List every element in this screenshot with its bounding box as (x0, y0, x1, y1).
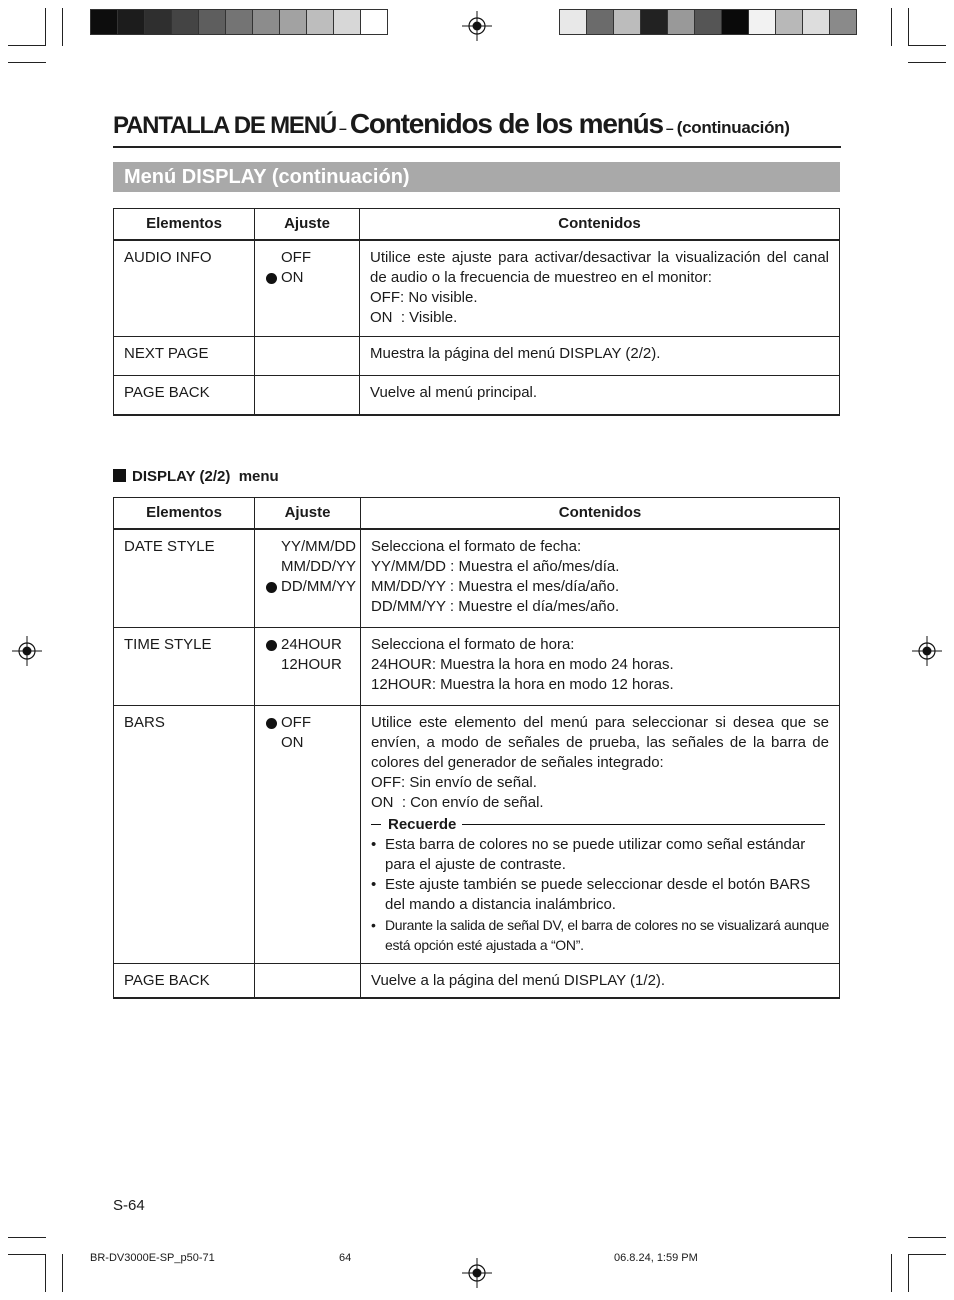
item-description: Vuelve al menú principal. (360, 376, 840, 415)
description-line: 24HOUR: Muestra la hora en modo 24 horas. (371, 655, 674, 673)
crop-mark (891, 8, 892, 46)
item-name: PAGE BACK (114, 376, 255, 415)
footer-filename: BR-DV3000E-SP_p50-71 (90, 1252, 215, 1264)
crop-mark (908, 1254, 946, 1255)
crop-mark (8, 1237, 46, 1238)
footer-page: 64 (339, 1252, 352, 1264)
title-separator: – (339, 120, 347, 136)
setting-options (255, 705, 361, 963)
option-value-default: DD/MM/YY (265, 577, 356, 597)
title-separator: – (665, 120, 674, 136)
crop-mark (62, 8, 63, 46)
setting-options (255, 240, 360, 337)
table-row (114, 529, 840, 627)
option-value-default: ON (265, 268, 355, 288)
registration-mark-icon (462, 11, 492, 41)
description-line: Utilice este elemento del menú para seleccionar si desea que se envíen, a modo de señales de prueba, las señales de la barra de colores del generador de señales integrado: (371, 713, 829, 771)
crop-mark (908, 8, 909, 46)
item-name: NEXT PAGE (114, 337, 255, 376)
item-name: TIME STYLE (114, 627, 255, 705)
note-bullet: • Esta barra de colores no se puede utilizar como señal estándar para el ajuste de contraste. (371, 835, 829, 875)
crop-mark (908, 1254, 909, 1292)
title-part-3: (continuación) (676, 118, 790, 137)
crop-mark (45, 1254, 46, 1292)
column-header: Ajuste (255, 209, 360, 241)
description-line: MM/DD/YY : Muestra el mes/día/año. (371, 578, 620, 595)
registration-mark-icon (12, 636, 42, 666)
description-line: ON : Con envío de señal. (371, 793, 544, 811)
gray-scale-strip-right (559, 9, 857, 35)
table-row (114, 963, 840, 998)
column-header: Elementos (114, 209, 255, 241)
item-name: BARS (114, 705, 255, 963)
description-line: DD/MM/YY : Muestre el día/mes/año. (371, 598, 620, 615)
menu-table-2 (113, 497, 840, 999)
option-value: ON (281, 733, 304, 751)
item-name: AUDIO INFO (114, 240, 255, 337)
description-line: YY/MM/DD : Muestra el año/mes/día. (371, 558, 620, 575)
item-name: DATE STYLE (114, 529, 255, 627)
note-title: Recuerde (388, 815, 457, 833)
section-heading (113, 468, 279, 485)
description-line: Selecciona el formato de fecha: (371, 538, 582, 555)
section-heading-text: DISPLAY (2/2) menu (132, 468, 279, 485)
table-row (114, 337, 840, 376)
setting-options (255, 529, 361, 627)
note-heading (371, 815, 829, 835)
page-title (113, 108, 841, 148)
footer-date: 06.8.24, 1:59 PM (614, 1252, 698, 1264)
item-description (361, 705, 840, 963)
description-line: ON : Visible. (370, 309, 458, 326)
option-value: 12HOUR (281, 655, 342, 673)
item-description (361, 627, 840, 705)
crop-mark (908, 45, 946, 46)
note-dash (371, 824, 381, 825)
crop-mark (62, 1254, 63, 1292)
setting-options (255, 627, 361, 705)
table-row (114, 240, 840, 337)
crop-mark (8, 45, 46, 46)
description-line: Utilice este ajuste para activar/desactivar la visualización del canal de audio o la frecuencia de muestreo en el monitor: (370, 249, 829, 286)
table-row (114, 705, 840, 963)
registration-mark-icon (462, 1258, 492, 1288)
crop-mark (8, 62, 46, 63)
table-row (114, 627, 840, 705)
crop-mark (891, 1254, 892, 1292)
item-description: Muestra la página del menú DISPLAY (2/2). (360, 337, 840, 376)
column-header: Contenidos (360, 209, 840, 241)
table-header-row (114, 498, 840, 530)
option-value-default: OFF (265, 713, 356, 733)
crop-mark (908, 62, 946, 63)
description-line: 12HOUR: Muestra la hora en modo 12 horas. (371, 675, 674, 693)
square-bullet-icon (113, 469, 126, 482)
registration-mark-icon (912, 636, 942, 666)
item-description: Vuelve a la página del menú DISPLAY (1/2). (361, 963, 840, 998)
option-value: OFF (281, 249, 311, 266)
option-value-default: 24HOUR (265, 635, 356, 655)
column-header: Contenidos (361, 498, 840, 530)
crop-mark (45, 8, 46, 46)
description-line: OFF: No visible. (370, 289, 478, 306)
item-name: PAGE BACK (114, 963, 255, 998)
option-value: YY/MM/DD (281, 538, 356, 555)
note-rule (462, 824, 825, 825)
description-line: OFF: Sin envío de señal. (371, 773, 537, 791)
gray-scale-strip-left (90, 9, 388, 35)
item-description (360, 240, 840, 337)
page-number: S-64 (113, 1197, 145, 1214)
item-description (361, 529, 840, 627)
table-row (114, 376, 840, 415)
table-header-row (114, 209, 840, 241)
option-value: MM/DD/YY (281, 558, 356, 575)
section-banner: Menú DISPLAY (continuación) (113, 162, 840, 192)
title-part-1: PANTALLA DE MENÚ (113, 112, 337, 139)
note-bullet: • Durante la salida de señal DV, el barra de colores no se visualizará aunque está opción esté ajustada a “ON”. (371, 915, 829, 955)
note-bullet: • Este ajuste también se puede seleccionar desde el botón BARS del mando a distancia inalámbrico. (371, 875, 829, 915)
description-line: Selecciona el formato de hora: (371, 635, 575, 653)
crop-mark (908, 1237, 946, 1238)
column-header: Elementos (114, 498, 255, 530)
column-header: Ajuste (255, 498, 361, 530)
title-part-2: Contenidos de los menús (349, 108, 663, 139)
crop-mark (8, 1254, 46, 1255)
menu-table-1 (113, 208, 840, 416)
